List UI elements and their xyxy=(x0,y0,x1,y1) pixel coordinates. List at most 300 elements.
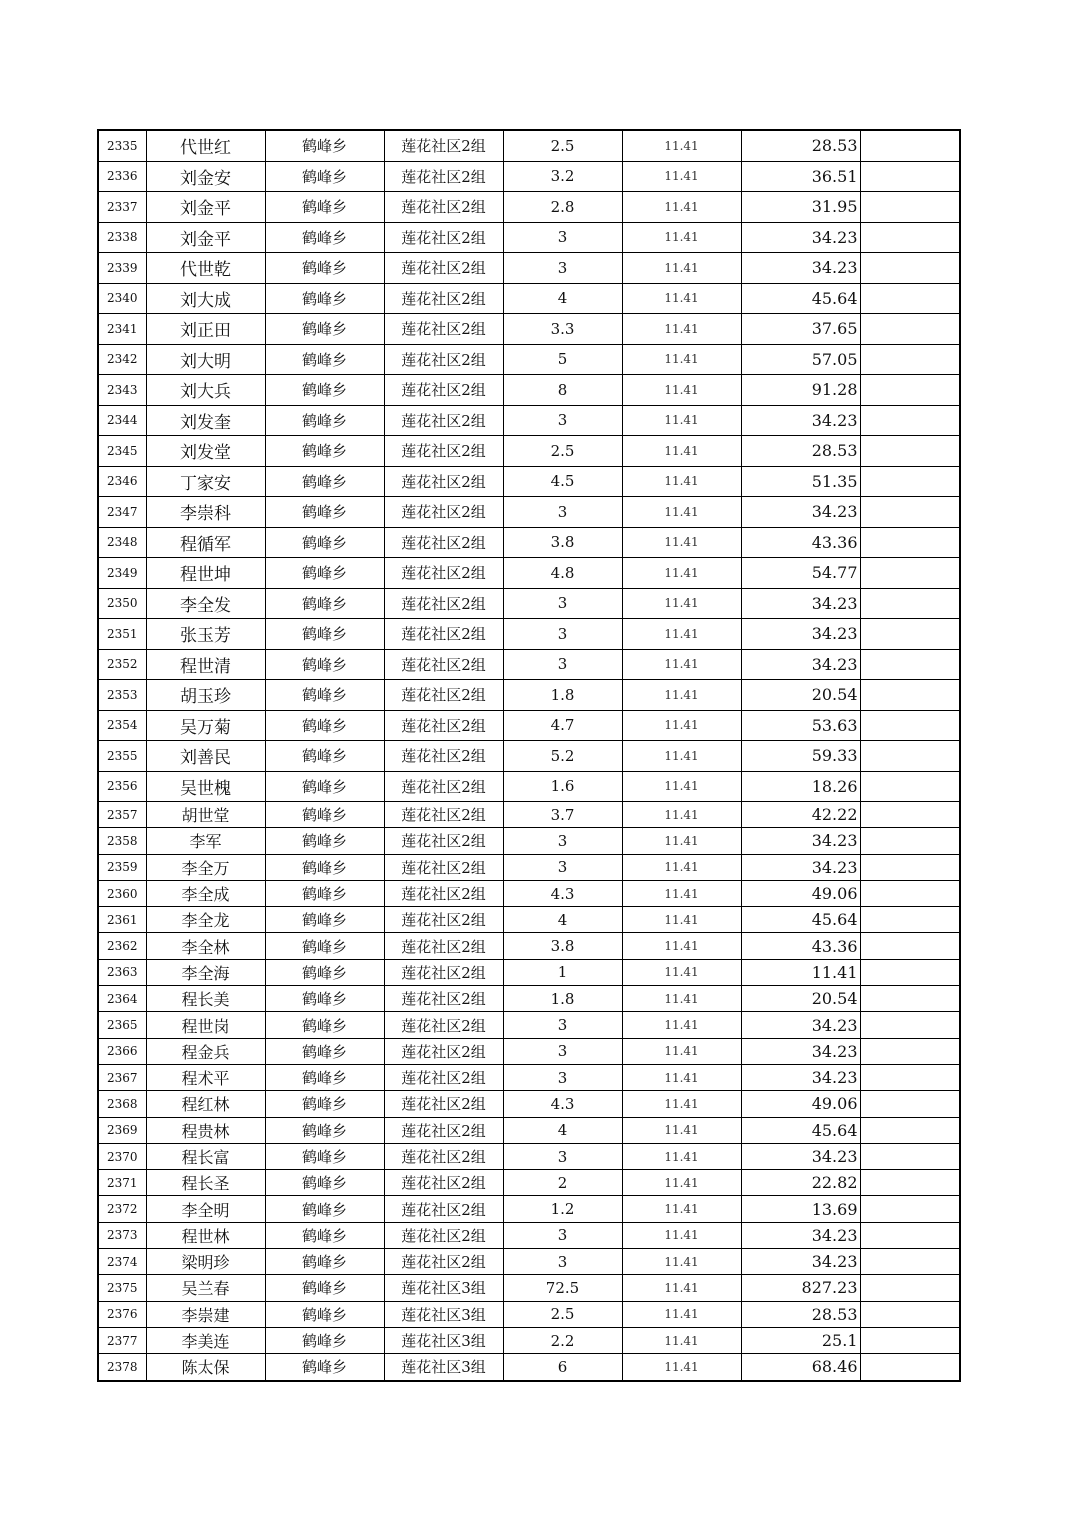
rate-cell: 11.41 xyxy=(622,314,741,345)
table-row xyxy=(98,1038,960,1064)
amount-cell: 34.23 xyxy=(741,1143,860,1169)
rate-cell: 11.41 xyxy=(622,1012,741,1038)
amount-cell: 13.69 xyxy=(741,1196,860,1222)
table-row xyxy=(98,1170,960,1196)
amount-cell: 18.26 xyxy=(741,771,860,802)
amount-cell: 53.63 xyxy=(741,710,860,741)
township-cell: 鹤峰乡 xyxy=(265,741,384,772)
amount-cell: 34.23 xyxy=(741,1222,860,1248)
area-cell: 3 xyxy=(503,828,622,854)
area-cell: 3 xyxy=(503,1143,622,1169)
table-row xyxy=(98,933,960,959)
empty-cell xyxy=(860,466,960,497)
group-cell: 莲花社区2组 xyxy=(384,344,503,375)
amount-cell: 34.23 xyxy=(741,828,860,854)
name-cell: 刘发堂 xyxy=(146,436,265,467)
row-number-cell: 2372 xyxy=(98,1196,146,1222)
amount-cell: 25.1 xyxy=(741,1327,860,1353)
area-cell: 3 xyxy=(503,253,622,284)
rate-cell: 11.41 xyxy=(622,161,741,192)
empty-cell xyxy=(860,959,960,985)
area-cell: 2.5 xyxy=(503,1301,622,1327)
table-row xyxy=(98,1301,960,1327)
rate-cell: 11.41 xyxy=(622,527,741,558)
rate-cell: 11.41 xyxy=(622,283,741,314)
row-number-cell: 2360 xyxy=(98,880,146,906)
amount-cell: 827.23 xyxy=(741,1275,860,1301)
table-row xyxy=(98,907,960,933)
table-row xyxy=(98,1354,960,1381)
empty-cell xyxy=(860,588,960,619)
amount-cell: 34.23 xyxy=(741,497,860,528)
table-row xyxy=(98,527,960,558)
township-cell: 鹤峰乡 xyxy=(265,1275,384,1301)
rate-cell: 11.41 xyxy=(622,880,741,906)
name-cell: 李军 xyxy=(146,828,265,854)
name-cell: 李崇建 xyxy=(146,1301,265,1327)
table-row xyxy=(98,588,960,619)
township-cell: 鹤峰乡 xyxy=(265,1196,384,1222)
group-cell: 莲花社区2组 xyxy=(384,130,503,161)
name-cell: 李全海 xyxy=(146,959,265,985)
township-cell: 鹤峰乡 xyxy=(265,880,384,906)
township-cell: 鹤峰乡 xyxy=(265,854,384,880)
area-cell: 3 xyxy=(503,1222,622,1248)
name-cell: 刘金安 xyxy=(146,161,265,192)
table-row xyxy=(98,802,960,828)
table-row xyxy=(98,1275,960,1301)
empty-cell xyxy=(860,1327,960,1353)
rate-cell: 11.41 xyxy=(622,1222,741,1248)
name-cell: 李美连 xyxy=(146,1327,265,1353)
table-row xyxy=(98,880,960,906)
group-cell: 莲花社区2组 xyxy=(384,1249,503,1275)
row-number-cell: 2356 xyxy=(98,771,146,802)
table-row xyxy=(98,741,960,772)
amount-cell: 34.23 xyxy=(741,1249,860,1275)
empty-cell xyxy=(860,680,960,711)
township-cell: 鹤峰乡 xyxy=(265,1170,384,1196)
name-cell: 李全林 xyxy=(146,933,265,959)
group-cell: 莲花社区2组 xyxy=(384,466,503,497)
group-cell: 莲花社区2组 xyxy=(384,933,503,959)
name-cell: 刘金平 xyxy=(146,222,265,253)
area-cell: 4 xyxy=(503,1117,622,1143)
amount-cell: 34.23 xyxy=(741,1038,860,1064)
empty-cell xyxy=(860,375,960,406)
row-number-cell: 2363 xyxy=(98,959,146,985)
name-cell: 刘发奎 xyxy=(146,405,265,436)
row-number-cell: 2362 xyxy=(98,933,146,959)
empty-cell xyxy=(860,192,960,223)
empty-cell xyxy=(860,802,960,828)
name-cell: 程红林 xyxy=(146,1091,265,1117)
area-cell: 1.8 xyxy=(503,986,622,1012)
row-number-cell: 2338 xyxy=(98,222,146,253)
table-row xyxy=(98,649,960,680)
rate-cell: 11.41 xyxy=(622,619,741,650)
table-row xyxy=(98,466,960,497)
empty-cell xyxy=(860,1196,960,1222)
empty-cell xyxy=(860,986,960,1012)
name-cell: 程循军 xyxy=(146,527,265,558)
area-cell: 3 xyxy=(503,222,622,253)
area-cell: 1 xyxy=(503,959,622,985)
township-cell: 鹤峰乡 xyxy=(265,828,384,854)
table-row xyxy=(98,854,960,880)
empty-cell xyxy=(860,344,960,375)
amount-cell: 34.23 xyxy=(741,649,860,680)
area-cell: 2 xyxy=(503,1170,622,1196)
township-cell: 鹤峰乡 xyxy=(265,1038,384,1064)
rate-cell: 11.41 xyxy=(622,1143,741,1169)
empty-cell xyxy=(860,710,960,741)
township-cell: 鹤峰乡 xyxy=(265,710,384,741)
area-cell: 3 xyxy=(503,588,622,619)
rate-cell: 11.41 xyxy=(622,1117,741,1143)
group-cell: 莲花社区2组 xyxy=(384,741,503,772)
amount-cell: 57.05 xyxy=(741,344,860,375)
group-cell: 莲花社区2组 xyxy=(384,1143,503,1169)
group-cell: 莲花社区2组 xyxy=(384,558,503,589)
row-number-cell: 2365 xyxy=(98,1012,146,1038)
name-cell: 张玉芳 xyxy=(146,619,265,650)
empty-cell xyxy=(860,907,960,933)
township-cell: 鹤峰乡 xyxy=(265,680,384,711)
name-cell: 程长富 xyxy=(146,1143,265,1169)
rate-cell: 11.41 xyxy=(622,1354,741,1381)
rate-cell: 11.41 xyxy=(622,771,741,802)
name-cell: 刘正田 xyxy=(146,314,265,345)
empty-cell xyxy=(860,854,960,880)
township-cell: 鹤峰乡 xyxy=(265,907,384,933)
row-number-cell: 2336 xyxy=(98,161,146,192)
row-number-cell: 2340 xyxy=(98,283,146,314)
township-cell: 鹤峰乡 xyxy=(265,222,384,253)
table-row xyxy=(98,375,960,406)
group-cell: 莲花社区2组 xyxy=(384,527,503,558)
name-cell: 代世红 xyxy=(146,130,265,161)
township-cell: 鹤峰乡 xyxy=(265,986,384,1012)
empty-cell xyxy=(860,253,960,284)
rate-cell: 11.41 xyxy=(622,710,741,741)
amount-cell: 31.95 xyxy=(741,192,860,223)
empty-cell xyxy=(860,741,960,772)
name-cell: 李全明 xyxy=(146,1196,265,1222)
rate-cell: 11.41 xyxy=(622,588,741,619)
data-table xyxy=(97,129,961,1382)
table-row xyxy=(98,680,960,711)
rate-cell: 11.41 xyxy=(622,959,741,985)
table-row xyxy=(98,1222,960,1248)
area-cell: 4 xyxy=(503,283,622,314)
township-cell: 鹤峰乡 xyxy=(265,375,384,406)
name-cell: 程术平 xyxy=(146,1064,265,1090)
township-cell: 鹤峰乡 xyxy=(265,130,384,161)
amount-cell: 34.23 xyxy=(741,222,860,253)
row-number-cell: 2375 xyxy=(98,1275,146,1301)
row-number-cell: 2358 xyxy=(98,828,146,854)
area-cell: 1.8 xyxy=(503,680,622,711)
table-row xyxy=(98,253,960,284)
name-cell: 吴兰春 xyxy=(146,1275,265,1301)
table-row xyxy=(98,619,960,650)
amount-cell: 34.23 xyxy=(741,253,860,284)
township-cell: 鹤峰乡 xyxy=(265,253,384,284)
group-cell: 莲花社区2组 xyxy=(384,680,503,711)
row-number-cell: 2371 xyxy=(98,1170,146,1196)
amount-cell: 37.65 xyxy=(741,314,860,345)
empty-cell xyxy=(860,527,960,558)
rate-cell: 11.41 xyxy=(622,649,741,680)
empty-cell xyxy=(860,828,960,854)
amount-cell: 91.28 xyxy=(741,375,860,406)
name-cell: 程世清 xyxy=(146,649,265,680)
rate-cell: 11.41 xyxy=(622,1170,741,1196)
row-number-cell: 2346 xyxy=(98,466,146,497)
empty-cell xyxy=(860,1222,960,1248)
township-cell: 鹤峰乡 xyxy=(265,1117,384,1143)
group-cell: 莲花社区2组 xyxy=(384,436,503,467)
empty-cell xyxy=(860,1064,960,1090)
area-cell: 3.3 xyxy=(503,314,622,345)
row-number-cell: 2348 xyxy=(98,527,146,558)
township-cell: 鹤峰乡 xyxy=(265,1091,384,1117)
township-cell: 鹤峰乡 xyxy=(265,405,384,436)
area-cell: 4 xyxy=(503,907,622,933)
group-cell: 莲花社区2组 xyxy=(384,192,503,223)
township-cell: 鹤峰乡 xyxy=(265,619,384,650)
name-cell: 程世岗 xyxy=(146,1012,265,1038)
group-cell: 莲花社区2组 xyxy=(384,649,503,680)
group-cell: 莲花社区2组 xyxy=(384,1091,503,1117)
empty-cell xyxy=(860,1143,960,1169)
group-cell: 莲花社区2组 xyxy=(384,375,503,406)
group-cell: 莲花社区3组 xyxy=(384,1301,503,1327)
group-cell: 莲花社区2组 xyxy=(384,1222,503,1248)
rate-cell: 11.41 xyxy=(622,375,741,406)
table-row xyxy=(98,405,960,436)
rate-cell: 11.41 xyxy=(622,1196,741,1222)
area-cell: 3 xyxy=(503,405,622,436)
rate-cell: 11.41 xyxy=(622,344,741,375)
name-cell: 程世林 xyxy=(146,1222,265,1248)
empty-cell xyxy=(860,1170,960,1196)
amount-cell: 22.82 xyxy=(741,1170,860,1196)
empty-cell xyxy=(860,1301,960,1327)
name-cell: 程长美 xyxy=(146,986,265,1012)
group-cell: 莲花社区2组 xyxy=(384,986,503,1012)
empty-cell xyxy=(860,933,960,959)
row-number-cell: 2377 xyxy=(98,1327,146,1353)
table-row xyxy=(98,222,960,253)
amount-cell: 34.23 xyxy=(741,854,860,880)
amount-cell: 43.36 xyxy=(741,527,860,558)
empty-cell xyxy=(860,1091,960,1117)
amount-cell: 49.06 xyxy=(741,1091,860,1117)
table-row xyxy=(98,192,960,223)
table-row xyxy=(98,1064,960,1090)
name-cell: 胡世堂 xyxy=(146,802,265,828)
area-cell: 3.7 xyxy=(503,802,622,828)
group-cell: 莲花社区2组 xyxy=(384,161,503,192)
rate-cell: 11.41 xyxy=(622,405,741,436)
table-row xyxy=(98,497,960,528)
empty-cell xyxy=(860,1117,960,1143)
table-body xyxy=(98,130,960,1381)
group-cell: 莲花社区2组 xyxy=(384,1196,503,1222)
township-cell: 鹤峰乡 xyxy=(265,1012,384,1038)
row-number-cell: 2352 xyxy=(98,649,146,680)
amount-cell: 45.64 xyxy=(741,283,860,314)
amount-cell: 28.53 xyxy=(741,1301,860,1327)
row-number-cell: 2368 xyxy=(98,1091,146,1117)
rate-cell: 11.41 xyxy=(622,222,741,253)
amount-cell: 42.22 xyxy=(741,802,860,828)
group-cell: 莲花社区2组 xyxy=(384,854,503,880)
empty-cell xyxy=(860,1354,960,1381)
township-cell: 鹤峰乡 xyxy=(265,1301,384,1327)
group-cell: 莲花社区2组 xyxy=(384,619,503,650)
amount-cell: 49.06 xyxy=(741,880,860,906)
name-cell: 程金兵 xyxy=(146,1038,265,1064)
group-cell: 莲花社区3组 xyxy=(384,1327,503,1353)
table-row xyxy=(98,436,960,467)
empty-cell xyxy=(860,130,960,161)
amount-cell: 34.23 xyxy=(741,405,860,436)
name-cell: 程世坤 xyxy=(146,558,265,589)
group-cell: 莲花社区2组 xyxy=(384,959,503,985)
area-cell: 3 xyxy=(503,1064,622,1090)
rate-cell: 11.41 xyxy=(622,253,741,284)
name-cell: 李崇科 xyxy=(146,497,265,528)
group-cell: 莲花社区2组 xyxy=(384,710,503,741)
row-number-cell: 2339 xyxy=(98,253,146,284)
area-cell: 5.2 xyxy=(503,741,622,772)
township-cell: 鹤峰乡 xyxy=(265,192,384,223)
area-cell: 8 xyxy=(503,375,622,406)
empty-cell xyxy=(860,1012,960,1038)
area-cell: 3 xyxy=(503,619,622,650)
amount-cell: 51.35 xyxy=(741,466,860,497)
group-cell: 莲花社区3组 xyxy=(384,1275,503,1301)
name-cell: 梁明珍 xyxy=(146,1249,265,1275)
rate-cell: 11.41 xyxy=(622,1301,741,1327)
area-cell: 3 xyxy=(503,854,622,880)
name-cell: 陈太保 xyxy=(146,1354,265,1381)
name-cell: 刘大成 xyxy=(146,283,265,314)
table-row xyxy=(98,1143,960,1169)
rate-cell: 11.41 xyxy=(622,680,741,711)
amount-cell: 34.23 xyxy=(741,588,860,619)
amount-cell: 43.36 xyxy=(741,933,860,959)
rate-cell: 11.41 xyxy=(622,828,741,854)
row-number-cell: 2337 xyxy=(98,192,146,223)
area-cell: 2.2 xyxy=(503,1327,622,1353)
area-cell: 3.8 xyxy=(503,933,622,959)
group-cell: 莲花社区2组 xyxy=(384,1064,503,1090)
township-cell: 鹤峰乡 xyxy=(265,933,384,959)
table-row xyxy=(98,1012,960,1038)
township-cell: 鹤峰乡 xyxy=(265,588,384,619)
area-cell: 4.3 xyxy=(503,880,622,906)
rate-cell: 11.41 xyxy=(622,466,741,497)
name-cell: 刘善民 xyxy=(146,741,265,772)
township-cell: 鹤峰乡 xyxy=(265,1143,384,1169)
table-row xyxy=(98,1117,960,1143)
name-cell: 刘大明 xyxy=(146,344,265,375)
group-cell: 莲花社区2组 xyxy=(384,253,503,284)
row-number-cell: 2370 xyxy=(98,1143,146,1169)
area-cell: 3 xyxy=(503,649,622,680)
row-number-cell: 2373 xyxy=(98,1222,146,1248)
table-row xyxy=(98,130,960,161)
area-cell: 2.5 xyxy=(503,130,622,161)
township-cell: 鹤峰乡 xyxy=(265,959,384,985)
group-cell: 莲花社区2组 xyxy=(384,1012,503,1038)
township-cell: 鹤峰乡 xyxy=(265,161,384,192)
group-cell: 莲花社区2组 xyxy=(384,405,503,436)
row-number-cell: 2361 xyxy=(98,907,146,933)
area-cell: 5 xyxy=(503,344,622,375)
rate-cell: 11.41 xyxy=(622,1091,741,1117)
group-cell: 莲花社区2组 xyxy=(384,283,503,314)
group-cell: 莲花社区3组 xyxy=(384,1354,503,1381)
empty-cell xyxy=(860,314,960,345)
rate-cell: 11.41 xyxy=(622,1275,741,1301)
area-cell: 3 xyxy=(503,1012,622,1038)
rate-cell: 11.41 xyxy=(622,558,741,589)
table-row xyxy=(98,828,960,854)
area-cell: 3 xyxy=(503,1038,622,1064)
group-cell: 莲花社区2组 xyxy=(384,771,503,802)
area-cell: 2.8 xyxy=(503,192,622,223)
empty-cell xyxy=(860,161,960,192)
empty-cell xyxy=(860,1275,960,1301)
table-row xyxy=(98,283,960,314)
amount-cell: 20.54 xyxy=(741,680,860,711)
row-number-cell: 2349 xyxy=(98,558,146,589)
name-cell: 李全龙 xyxy=(146,907,265,933)
name-cell: 李全万 xyxy=(146,854,265,880)
township-cell: 鹤峰乡 xyxy=(265,436,384,467)
name-cell: 李全发 xyxy=(146,588,265,619)
row-number-cell: 2357 xyxy=(98,802,146,828)
amount-cell: 34.23 xyxy=(741,1012,860,1038)
rate-cell: 11.41 xyxy=(622,497,741,528)
township-cell: 鹤峰乡 xyxy=(265,558,384,589)
amount-cell: 68.46 xyxy=(741,1354,860,1381)
row-number-cell: 2345 xyxy=(98,436,146,467)
table-row xyxy=(98,959,960,985)
amount-cell: 59.33 xyxy=(741,741,860,772)
name-cell: 丁家安 xyxy=(146,466,265,497)
table-row xyxy=(98,344,960,375)
area-cell: 4.5 xyxy=(503,466,622,497)
table-row xyxy=(98,1091,960,1117)
empty-cell xyxy=(860,222,960,253)
table-row xyxy=(98,986,960,1012)
township-cell: 鹤峰乡 xyxy=(265,1064,384,1090)
empty-cell xyxy=(860,619,960,650)
area-cell: 2.5 xyxy=(503,436,622,467)
table-row xyxy=(98,1196,960,1222)
township-cell: 鹤峰乡 xyxy=(265,1327,384,1353)
township-cell: 鹤峰乡 xyxy=(265,466,384,497)
name-cell: 程长圣 xyxy=(146,1170,265,1196)
row-number-cell: 2350 xyxy=(98,588,146,619)
row-number-cell: 2376 xyxy=(98,1301,146,1327)
